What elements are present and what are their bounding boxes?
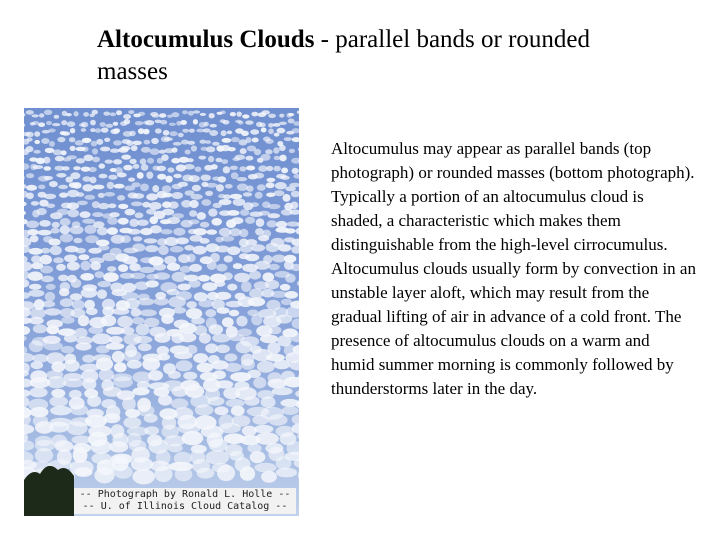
photo-credit-line-1: -- Photograph by Ronald L. Holle --: [79, 489, 291, 500]
photo-credit-line-2: -- U. of Illinois Cloud Catalog --: [82, 501, 288, 512]
photo-credit: [74, 488, 296, 514]
slide-title: [97, 24, 657, 88]
slide-title-bold: Altocumulus Clouds: [97, 26, 315, 53]
altocumulus-photograph: [24, 108, 299, 516]
slide-title-rest: - parallel bands or rounded masses: [97, 26, 591, 85]
body-paragraph: Altocumulus may appear as parallel bands (top photograph) or rounded masses (bottom photograph). Typically a portion of an altocumulus cloud is shaded, a characteristic which makes them distinguishable from the high-level cirrocumulus. Altocumulus clouds usually form by convection in an unstable layer aloft, which may result from the gradual lifting of air in advance of a cold front. The presence of altocumulus clouds on a warm and humid summer morning is commonly followed by thunderstorms later in the day.: [331, 139, 696, 398]
cloud-illustration: [24, 108, 299, 516]
